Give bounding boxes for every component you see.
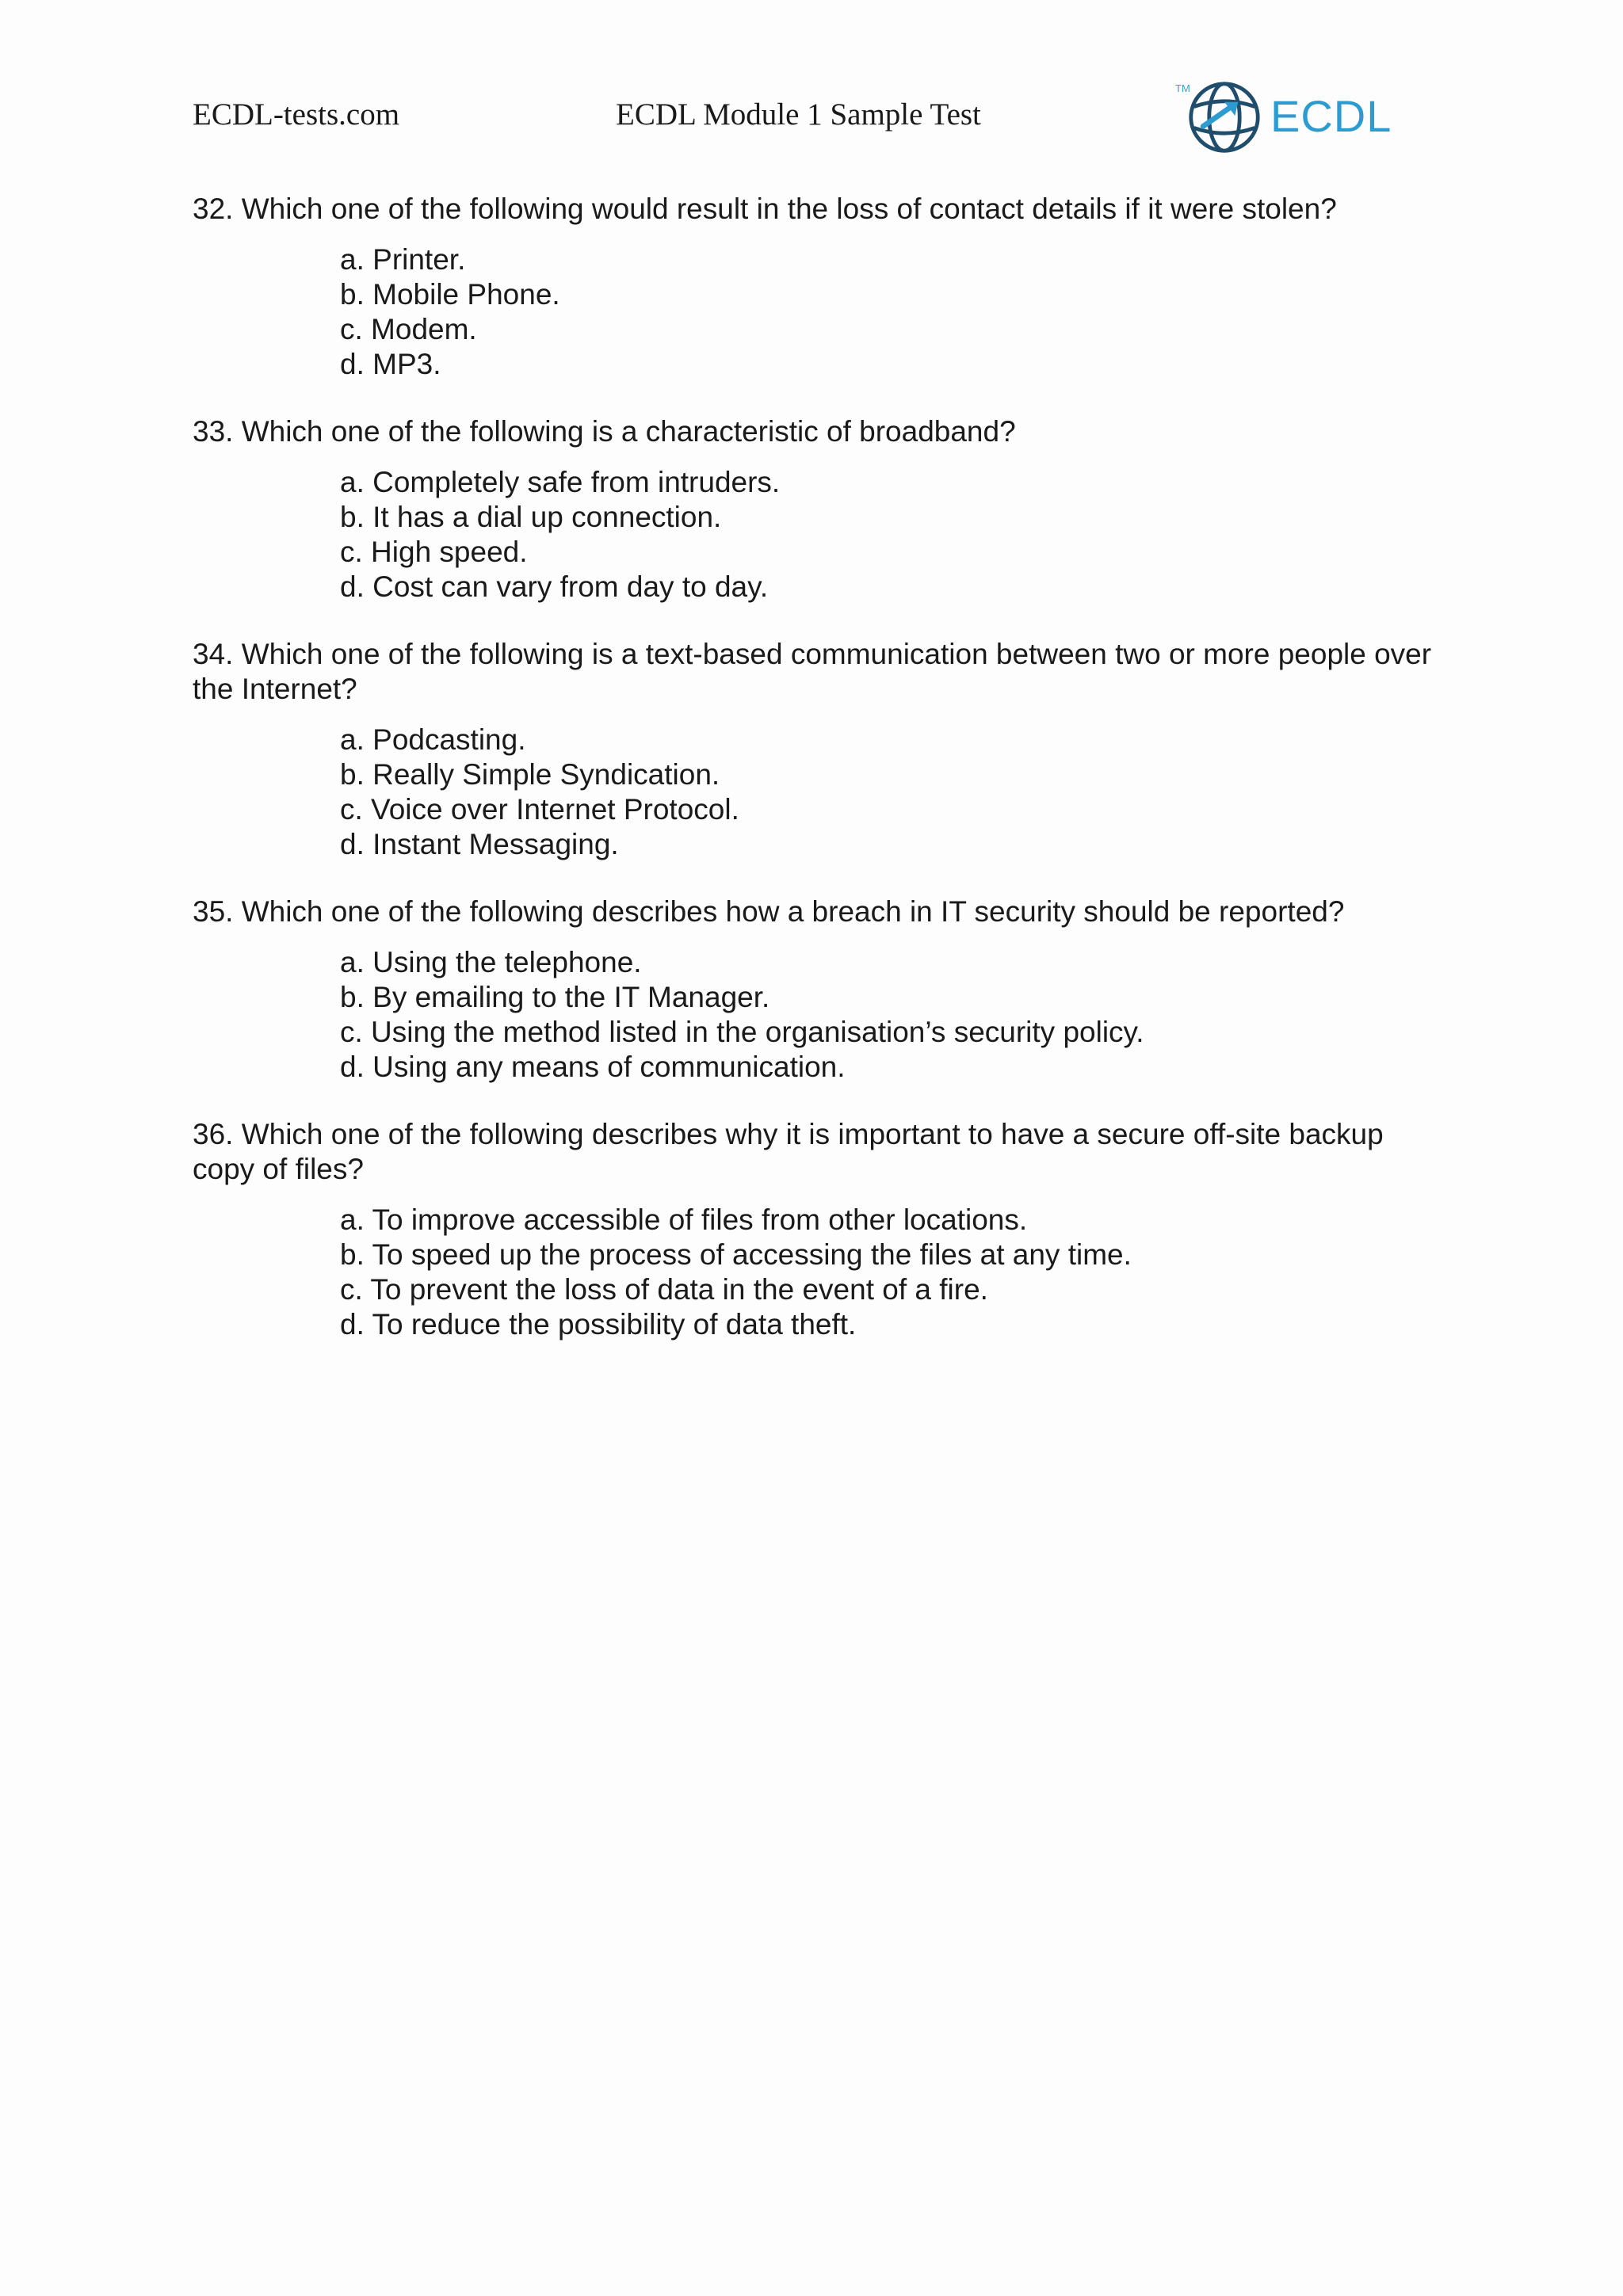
question-text: 33. Which one of the following is a characteristic of broadband? (193, 415, 1016, 448)
option-b: b. Mobile Phone. (340, 278, 560, 311)
option-b: b. Really Simple Syndication. (340, 758, 720, 791)
answer-options (193, 945, 1445, 1085)
option-d: d. Using any means of communication. (340, 1051, 846, 1083)
option-b: b. To speed up the process of accessing the files at any time. (340, 1238, 1132, 1271)
option-c: c. Modem. (340, 313, 477, 345)
question-text: 34. Which one of the following is a text-based communication between two or more people over the Internet? (193, 638, 1432, 705)
question-text: 35. Which one of the following describes how a breach in IT security should be reported? (193, 895, 1345, 928)
option-a: a. To improve accessible of files from other locations. (340, 1203, 1028, 1236)
question-34 (193, 637, 1445, 862)
ecdl-logo (1175, 79, 1413, 166)
answer-options (193, 465, 1445, 605)
document-title: ECDL Module 1 Sample Test (616, 97, 981, 132)
question-text: 32. Which one of the following would result in the loss of contact details if it were stolen? (193, 193, 1337, 225)
ecdl-globe-logo-icon (1186, 79, 1262, 155)
logo-text: ECDL (1270, 91, 1392, 141)
option-b: b. It has a dial up connection. (340, 501, 722, 533)
answer-options (193, 723, 1445, 862)
option-c: c. Using the method listed in the organisation’s security policy. (340, 1016, 1144, 1048)
question-text: 36. Which one of the following describes why it is important to have a secure off-site backup copy of files? (193, 1118, 1384, 1185)
question-33 (193, 414, 1445, 605)
option-a: a. Podcasting. (340, 723, 526, 756)
option-a: a. Using the telephone. (340, 946, 642, 978)
trademark-mark: TM (1175, 82, 1190, 94)
page-header (193, 82, 1429, 174)
question-list (193, 192, 1445, 1375)
option-b: b. By emailing to the IT Manager. (340, 981, 770, 1013)
answer-options (193, 1203, 1445, 1342)
question-32 (193, 192, 1445, 382)
option-d: d. To reduce the possibility of data theft. (340, 1308, 857, 1341)
answer-options (193, 242, 1445, 382)
site-name: ECDL-tests.com (193, 97, 400, 132)
option-a: a. Printer. (340, 243, 466, 276)
option-c: c. High speed. (340, 536, 528, 568)
option-c: c. To prevent the loss of data in the event of a fire. (340, 1273, 988, 1306)
option-d: d. Cost can vary from day to day. (340, 570, 769, 603)
option-c: c. Voice over Internet Protocol. (340, 793, 739, 826)
option-a: a. Completely safe from intruders. (340, 466, 781, 498)
option-d: d. Instant Messaging. (340, 828, 619, 860)
option-d: d. MP3. (340, 348, 441, 380)
question-35 (193, 894, 1445, 1085)
question-36 (193, 1117, 1445, 1342)
